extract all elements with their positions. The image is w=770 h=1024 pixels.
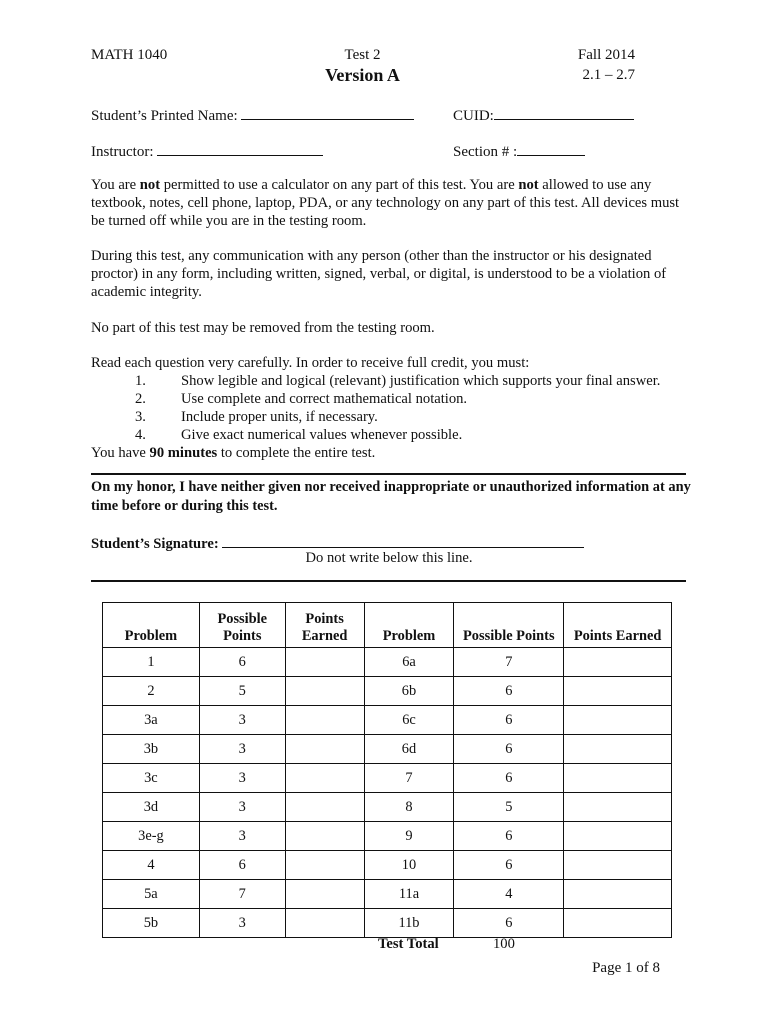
problem-cell: 5b [103, 909, 200, 938]
list-item-text: Use complete and correct mathematical notation. [181, 391, 468, 407]
points-earned-cell[interactable] [285, 793, 364, 822]
points-earned-cell[interactable] [285, 735, 364, 764]
p1-text-c: permitted to use a calculator on any part of this test. You are [160, 177, 519, 193]
points-earned-cell[interactable] [564, 909, 672, 938]
instructions [91, 354, 681, 462]
points-earned-cell[interactable] [285, 677, 364, 706]
table-row [103, 706, 672, 735]
course-code: MATH 1040 [91, 47, 168, 63]
problem-cell: 2 [103, 677, 200, 706]
possible-points-cell: 6 [454, 677, 564, 706]
section-field [453, 141, 585, 161]
possible-points-cell: 6 [454, 909, 564, 938]
points-earned-cell[interactable] [564, 880, 672, 909]
col-header-points-earned: Points Earned [285, 603, 364, 648]
table-row [103, 648, 672, 677]
list-item-text: Give exact numerical values whenever possible. [181, 427, 463, 443]
possible-points-cell: 5 [199, 677, 285, 706]
table-row [103, 851, 672, 880]
problem-cell: 9 [364, 822, 454, 851]
p1-text-e: allowed to use any textbook, notes, cell phone, laptop, PDA, or any technology on any part of this test. All devices must be turned off while you are in the testing room. [91, 177, 680, 229]
points-earned-cell[interactable] [285, 909, 364, 938]
possible-points-cell: 7 [199, 880, 285, 909]
possible-points-cell: 6 [454, 764, 564, 793]
points-earned-cell[interactable] [564, 648, 672, 677]
points-earned-cell[interactable] [564, 764, 672, 793]
possible-points-cell: 6 [454, 706, 564, 735]
possible-points-cell: 4 [454, 880, 564, 909]
problem-cell: 6a [364, 648, 454, 677]
time-emphasis: 90 minutes [149, 445, 218, 461]
student-name-blank[interactable] [241, 105, 414, 120]
p1-emphasis-b: not [518, 177, 539, 193]
problem-cell: 11b [364, 909, 454, 938]
calculator-policy [91, 176, 681, 230]
signature-blank[interactable] [222, 533, 584, 548]
instructions-intro: Read each question very carefully. In order to receive full credit, you must: [91, 355, 530, 371]
problem-cell: 3b [103, 735, 200, 764]
points-earned-cell[interactable] [285, 764, 364, 793]
instructor-blank[interactable] [157, 141, 323, 156]
term: Fall 2014 [577, 47, 635, 63]
possible-points-cell: 3 [199, 909, 285, 938]
list-item [91, 372, 681, 390]
list-item [91, 426, 681, 444]
integrity-policy: During this test, any communication with any person (other than the instructor or his designated proctor) in any form, including written, signed, verbal, or digital, is understood to be a violation of academic integrity. [91, 248, 667, 300]
possible-points-cell: 3 [199, 735, 285, 764]
sections-covered: 2.1 – 2.7 [582, 67, 635, 83]
section-blank[interactable] [517, 141, 585, 156]
table-row [103, 735, 672, 764]
section-label: Section # : [453, 144, 518, 160]
divider-top [91, 473, 686, 475]
problem-cell: 6b [364, 677, 454, 706]
col-header-problem: Problem [364, 603, 454, 648]
col-header-problem: Problem [103, 603, 200, 648]
list-item-number: 4. [135, 427, 146, 443]
table-row [103, 822, 672, 851]
col-header-possible-points: Possible Points [454, 603, 564, 648]
points-earned-cell[interactable] [285, 706, 364, 735]
time-limit [91, 444, 681, 462]
points-earned-cell[interactable] [285, 822, 364, 851]
list-item-text: Show legible and logical (relevant) justification which supports your final answer. [181, 373, 661, 389]
table-header-row [103, 603, 672, 648]
table-row [103, 909, 672, 938]
cuid-label: CUID: [453, 108, 494, 124]
problem-cell: 10 [364, 851, 454, 880]
problem-cell: 4 [103, 851, 200, 880]
problem-cell: 8 [364, 793, 454, 822]
possible-points-cell: 3 [199, 793, 285, 822]
possible-points-cell: 5 [454, 793, 564, 822]
list-item-number: 3. [135, 409, 146, 425]
problem-cell: 6d [364, 735, 454, 764]
possible-points-cell: 6 [454, 735, 564, 764]
points-earned-cell[interactable] [564, 706, 672, 735]
points-earned-cell[interactable] [285, 648, 364, 677]
points-earned-cell[interactable] [285, 851, 364, 880]
table-row [103, 793, 672, 822]
table-row [103, 880, 672, 909]
problem-cell: 3d [103, 793, 200, 822]
problem-cell: 6c [364, 706, 454, 735]
p1-emphasis-a: not [139, 177, 161, 193]
cuid-field [453, 105, 634, 125]
possible-points-cell: 6 [199, 851, 285, 880]
student-name-field [91, 105, 414, 125]
possible-points-cell: 3 [199, 706, 285, 735]
table-row [103, 764, 672, 793]
list-item-number: 1. [135, 373, 146, 389]
possible-points-cell: 3 [199, 822, 285, 851]
points-earned-cell[interactable] [564, 677, 672, 706]
problem-cell: 5a [103, 880, 200, 909]
problem-cell: 7 [364, 764, 454, 793]
points-earned-cell[interactable] [564, 822, 672, 851]
instructor-field [91, 141, 323, 161]
signature-label: Student’s Signature: [91, 536, 219, 552]
list-item [91, 390, 681, 408]
page-number: Page 1 of 8 [592, 960, 660, 976]
points-earned-cell[interactable] [564, 735, 672, 764]
possible-points-cell: 6 [199, 648, 285, 677]
student-name-label: Student’s Printed Name: [91, 108, 238, 124]
points-earned-cell[interactable] [285, 880, 364, 909]
instructor-label: Instructor: [91, 144, 154, 160]
points-earned-cell[interactable] [564, 793, 672, 822]
points-earned-cell[interactable] [564, 851, 672, 880]
list-item [91, 408, 681, 426]
possible-points-cell: 6 [454, 851, 564, 880]
time-text-a: You have [91, 445, 150, 461]
instructions-list [91, 372, 681, 444]
honor-pledge: On my honor, I have neither given nor received inappropriate or unauthorized information at any time before or during this test. [91, 479, 691, 514]
test-total-value: 100 [493, 936, 515, 952]
possible-points-cell: 7 [454, 648, 564, 677]
cuid-blank[interactable] [494, 105, 634, 120]
test-title: Test 2 [344, 47, 381, 63]
problem-cell: 3c [103, 764, 200, 793]
possible-points-cell: 3 [199, 764, 285, 793]
list-item-text: Include proper units, if necessary. [181, 409, 378, 425]
list-item-number: 2. [135, 391, 146, 407]
score-table [102, 602, 672, 938]
test-total-label: Test Total [378, 936, 439, 952]
time-text-c: to complete the entire test. [217, 445, 376, 461]
problem-cell: 3a [103, 706, 200, 735]
possible-points-cell: 6 [454, 822, 564, 851]
problem-cell: 1 [103, 648, 200, 677]
removal-policy: No part of this test may be removed from the testing room. [91, 320, 435, 336]
col-header-points-earned: Points Earned [564, 603, 672, 648]
problem-cell: 3e-g [103, 822, 200, 851]
version-title: Version A [325, 65, 400, 85]
do-not-write-notice: Do not write below this line. [305, 550, 473, 566]
table-row [103, 677, 672, 706]
problem-cell: 11a [364, 880, 454, 909]
divider-bottom [91, 580, 686, 582]
col-header-possible-points: Possible Points [199, 603, 285, 648]
p1-text-a: You are [91, 177, 140, 193]
